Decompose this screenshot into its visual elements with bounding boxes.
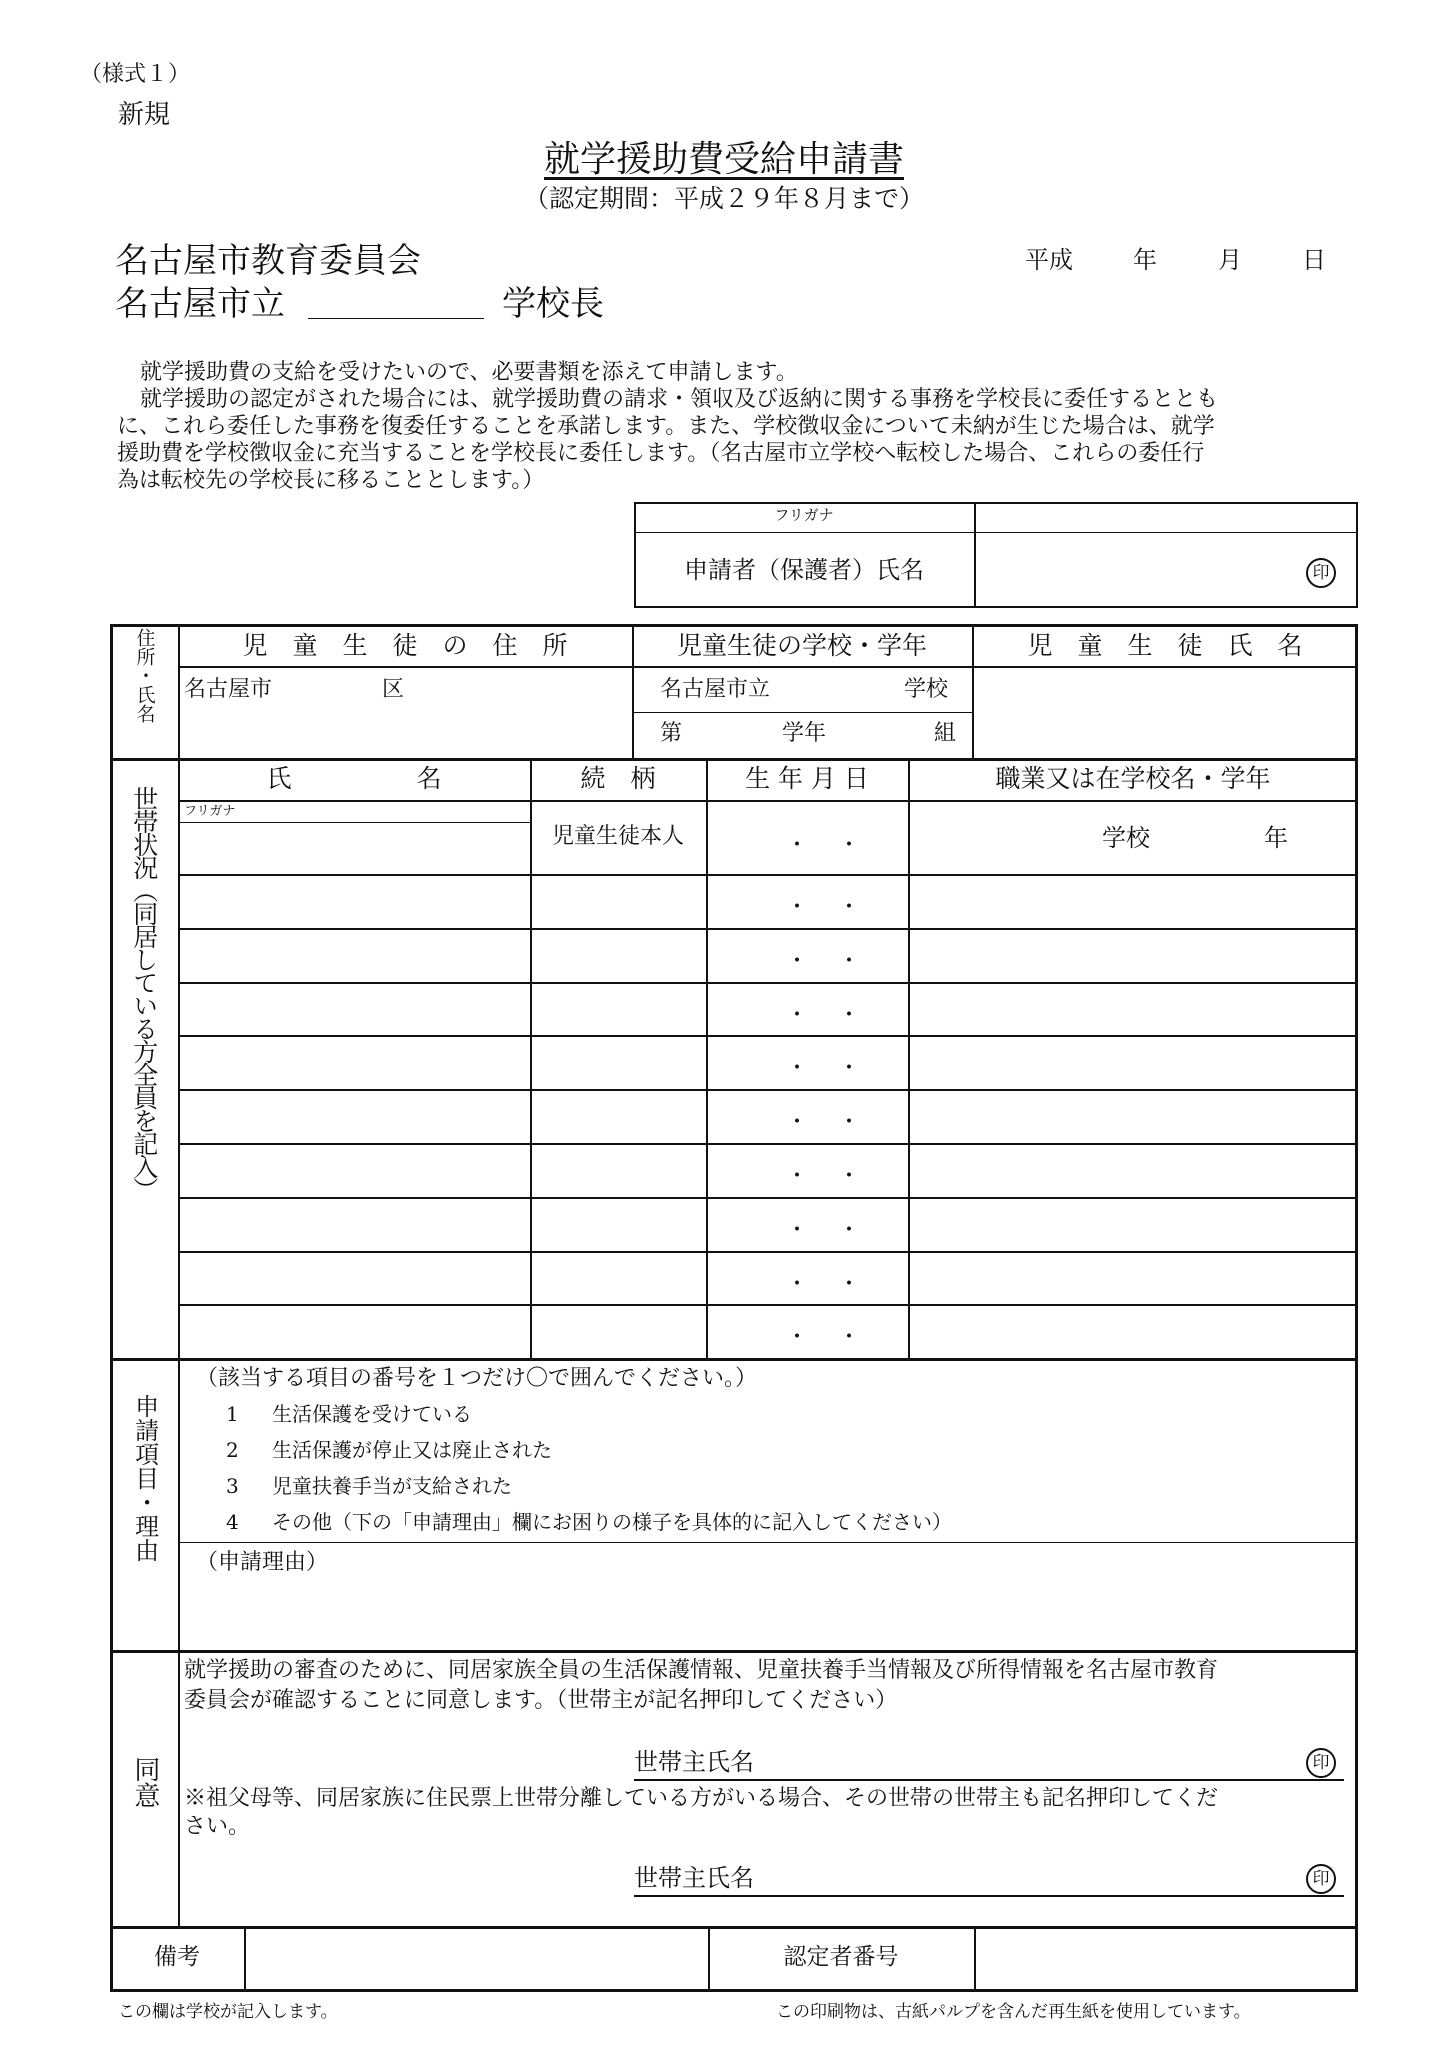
- consent-text-line2: 委員会が確認することに同意します。（世帯主が記名押印してください）: [184, 1688, 898, 1713]
- option-1-label[interactable]: 生活保護を受けている: [272, 1402, 472, 1426]
- household-relation-input[interactable]: [532, 1037, 704, 1087]
- household-name-input[interactable]: [180, 984, 528, 1034]
- household-job-input[interactable]: [910, 876, 1356, 926]
- head-seal-icon-2: 印: [1306, 1864, 1336, 1894]
- student-city-label: 名古屋市: [184, 677, 273, 702]
- section-consent-label: [124, 1756, 164, 1818]
- household-birth-dots: ・・: [786, 895, 891, 920]
- date-day: 日: [1302, 246, 1326, 274]
- household-job-input[interactable]: [910, 1037, 1356, 1087]
- application-reason-label: （申請理由）: [196, 1550, 329, 1575]
- head-seal-icon-1: 印: [1306, 1748, 1336, 1778]
- household-birth-dots: ・・: [786, 1164, 891, 1189]
- section-address-name-label: [124, 628, 164, 730]
- intro-p2-line2: に、これら委任した事務を復委任することを承諾します。また、学校徴収金について未納が生じた場合は、就学: [117, 414, 1215, 439]
- application-instruction: （該当する項目の番号を１つだけ〇で囲んでください。）: [196, 1366, 758, 1391]
- form-type: 新規: [118, 100, 171, 130]
- page-title: 就学援助費受給申請書: [543, 139, 904, 180]
- household-job-input[interactable]: [910, 930, 1356, 980]
- date-month: 月: [1218, 246, 1242, 274]
- household-relation-input[interactable]: [532, 984, 704, 1034]
- student-school-suffix: 学校: [904, 677, 949, 702]
- household-birth-dots: ・・: [786, 948, 891, 974]
- applicant-furigana-input[interactable]: [976, 504, 1356, 532]
- intro-p2-line3: 援助費を学校徴収金に充当することを学校長に委任します。（名古屋市立学校へ転校した場合、これらの委任行: [117, 441, 1205, 466]
- household-relation-input[interactable]: [532, 1145, 704, 1195]
- cert-number-label: 認定者番号: [783, 1944, 899, 1970]
- household-row1-job-input[interactable]: [910, 802, 1356, 874]
- household-birth-dots: ・・: [786, 1325, 891, 1351]
- section-consent-text: 同意: [129, 1756, 160, 1808]
- applicant-name-label: 申請者（保護者）氏名: [684, 556, 924, 584]
- household-name-input[interactable]: [180, 1253, 528, 1303]
- student-school-input[interactable]: [634, 668, 970, 711]
- date-year: 年: [1133, 246, 1157, 274]
- household-job-input[interactable]: [910, 1199, 1356, 1249]
- household-col-name: 氏 名: [266, 764, 442, 793]
- student-school-header: 児童生徒の学校・学年: [676, 631, 927, 660]
- household-name-input[interactable]: [180, 876, 528, 926]
- intro-p1: 就学援助費の支給を受けたいので、必要書類を添えて申請します。: [140, 360, 798, 385]
- student-school-prefix: 名古屋市立: [660, 677, 771, 702]
- student-ward-label: 区: [382, 677, 405, 702]
- applicant-seal-icon: 印: [1306, 558, 1336, 588]
- option-4-label[interactable]: その他（下の「申請理由」欄にお困りの様子を具体的に記入してください）: [272, 1510, 952, 1534]
- household-name-input[interactable]: [180, 1037, 528, 1087]
- household-name-input[interactable]: [180, 1091, 528, 1141]
- household-relation-input[interactable]: [532, 1091, 704, 1141]
- head-name-label-1: 世帯主氏名: [634, 1748, 754, 1776]
- cert-number-input[interactable]: [976, 1929, 1356, 1990]
- section-application-text: 申請項目・理由: [130, 1394, 159, 1562]
- household-birth-dots: ・・: [786, 1217, 891, 1243]
- household-relation-input[interactable]: [532, 1253, 704, 1303]
- consent-note-line2: さい。: [184, 1814, 251, 1839]
- addressee-school-prefix: 名古屋市立: [115, 284, 285, 324]
- addressee-principal: 学校長: [502, 284, 604, 324]
- household-row1-birth-dots: ・・: [786, 833, 891, 858]
- household-job-input[interactable]: [910, 1145, 1356, 1195]
- household-row1-birth-input[interactable]: [708, 802, 906, 874]
- household-row1-furigana-label: フリガナ: [184, 804, 236, 819]
- footer-recycled-note: この印刷物は、古紙パルプを含んだ再生紙を使用しています。: [776, 2002, 1251, 2022]
- household-job-input[interactable]: [910, 1091, 1356, 1141]
- student-name-header: 児 童 生 徒 氏 名: [1027, 631, 1303, 660]
- option-3-number: 3: [226, 1474, 239, 1498]
- option-1-number: 1: [226, 1402, 239, 1426]
- consent-text-line1: 就学援助の審査のために、同居家族全員の生活保護情報、児童扶養手当情報及び所得情報を名古屋市教育: [184, 1658, 1219, 1683]
- intro-p2-line1: 就学援助の認定がされた場合には、就学援助費の請求・領収及び返納に関する事務を学校長に委任するととも: [140, 387, 1219, 412]
- household-birth-dots: ・・: [786, 1110, 891, 1136]
- household-name-input[interactable]: [180, 930, 528, 980]
- section-household-text: 世帯状況（同居している方全員を記入）: [129, 786, 159, 1200]
- household-relation-input[interactable]: [532, 930, 704, 980]
- household-col-relation: 続 柄: [580, 764, 656, 793]
- household-row1-name-input[interactable]: [180, 824, 528, 874]
- form-number: （様式１）: [80, 62, 191, 87]
- student-grade-mid: 学年: [782, 721, 827, 746]
- household-col-birth: 生 年 月 日: [745, 764, 869, 793]
- household-job-input[interactable]: [910, 1306, 1356, 1356]
- household-name-input[interactable]: [180, 1199, 528, 1249]
- household-birth-dots: ・・: [786, 1002, 891, 1028]
- application-reason-input[interactable]: [180, 1580, 1356, 1648]
- page-subtitle: （認定期間：平成２９年８月まで）: [523, 184, 924, 213]
- household-relation-input[interactable]: [532, 876, 704, 926]
- student-grade-prefix: 第: [660, 721, 683, 746]
- option-3-label[interactable]: 児童扶養手当が支給された: [272, 1474, 512, 1498]
- household-col-job: 職業又は在学校名・学年: [995, 764, 1271, 793]
- household-row1-school-label: 学校: [1102, 824, 1150, 852]
- household-relation-input[interactable]: [532, 1306, 704, 1356]
- addressee-board: 名古屋市教育委員会: [115, 241, 421, 281]
- applicant-name-input[interactable]: [976, 534, 1306, 606]
- household-birth-dots: ・・: [786, 1271, 891, 1297]
- remarks-input[interactable]: [246, 1929, 706, 1990]
- section-address-name-text: 住所・氏名: [133, 628, 156, 723]
- school-name-blank[interactable]: [308, 318, 484, 319]
- remarks-label: 備考: [154, 1944, 200, 1970]
- household-row1-year-label: 年: [1264, 824, 1288, 852]
- head-name-label-2: 世帯主氏名: [634, 1864, 754, 1892]
- consent-note-line1: ※祖父母等、同居家族に住民票上世帯分離している方がいる場合、その世帯の世帯主も記名押印してくだ: [184, 1786, 1219, 1811]
- household-job-input[interactable]: [910, 984, 1356, 1034]
- student-address-input[interactable]: [180, 668, 630, 756]
- student-address-header: 児 童 生 徒 の 住 所: [242, 631, 568, 660]
- section-application-label: [124, 1394, 164, 1570]
- option-4-number: 4: [226, 1510, 239, 1534]
- date-era: 平成: [1025, 246, 1073, 274]
- household-birth-dots: ・・: [786, 1056, 891, 1082]
- student-grade-suffix: 組: [934, 721, 957, 746]
- student-name-input[interactable]: [974, 668, 1356, 756]
- option-2-label[interactable]: 生活保護が停止又は廃止された: [272, 1438, 552, 1462]
- head-name-input-1[interactable]: [770, 1744, 1298, 1778]
- applicant-furigana-label: フリガナ: [774, 506, 834, 524]
- option-2-number: 2: [226, 1438, 239, 1462]
- footer-school-note: この欄は学校が記入します。: [118, 2002, 338, 2022]
- household-row1-relation: 児童生徒本人: [551, 824, 684, 849]
- head-name-input-2[interactable]: [770, 1860, 1298, 1894]
- intro-p2-line4: 為は転校先の学校長に移ることとします。）: [117, 468, 545, 493]
- household-name-input[interactable]: [180, 1306, 528, 1356]
- section-household-label: [124, 786, 164, 1206]
- student-grade-input[interactable]: [634, 714, 970, 756]
- household-name-input[interactable]: [180, 1145, 528, 1195]
- household-job-input[interactable]: [910, 1253, 1356, 1303]
- household-relation-input[interactable]: [532, 1199, 704, 1249]
